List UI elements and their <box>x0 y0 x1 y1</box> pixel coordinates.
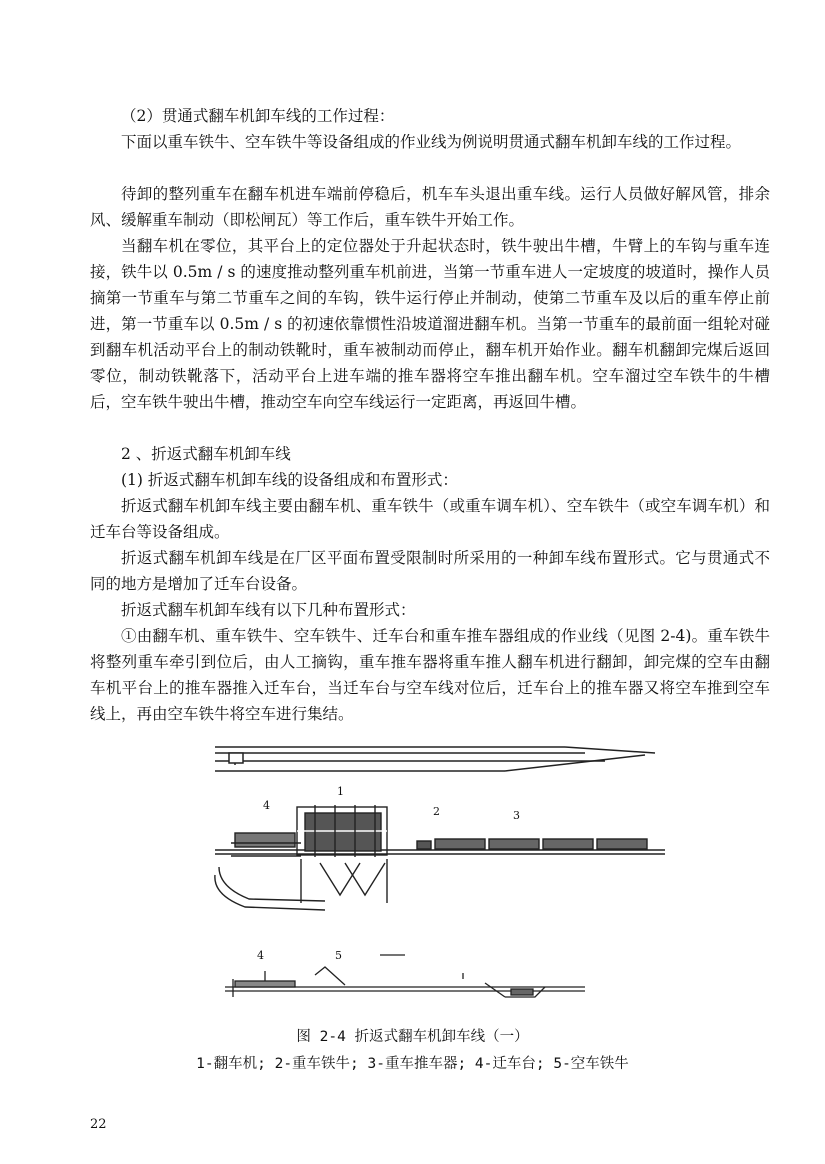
railway-diagram <box>205 735 665 1015</box>
paragraph-operation: 当翻车机在零位，其平台上的定位器处于升起状态时，铁牛驶出牛槽，牛臂上的车钩与重车连接，铁牛以 0.5m / s 的速度推动整列重车机前进，当第一节重车进人一定坡度的坡道时，操作人员摘第一节重车与第二节重车之间的车钩，铁牛运行停止并制动，使第二节重车及以后的重车停止前进，第一节重车以 0.5m / s 的初速依靠惯性沿坡道溜进翻车机。当第一节重车的最前面一组轮对碰到翻车机活动平台上的制动铁靴时，重车被制动而停止，翻车机开始作业。翻车机翻卸完煤后返回零位，制动铁靴落下，活动平台上进车端的推车器将空车推出翻车机。空车溜过空车铁牛的牛槽后，空车铁牛驶出牛槽，推动空车向空车线运行一定距离，再返回牛槽。 <box>90 237 770 411</box>
figure-label-5: 5 <box>335 949 342 962</box>
heading-work-process: （2）贯通式翻车机卸车线的工作过程： <box>121 107 395 125</box>
paragraph-form-one: ①由翻车机、重车铁牛、空车铁牛、迁车台和重车推车器组成的作业线（见图 2-4)。重车铁牛将整列重车牵引到位后，由人工摘钩，重车推车器将重车推人翻车机进行翻卸，卸完煤的空车由翻车机平台上的推车器推入迁车台，当迁车台与空车线对位后，迁车台上的推车器又将空车推到空车线上，再由空车铁牛将空车进行集结。 <box>90 627 770 723</box>
figure-label-3: 3 <box>513 809 520 822</box>
station-plan-middle <box>215 805 665 910</box>
figure-caption-title: 图 2-4 折返式翻车机卸车线（一） <box>296 1029 529 1045</box>
paragraph-intro: 下面以重车铁牛、空车铁牛等设备组成的作业线为例说明贯通式翻车机卸车线的工作过程。 <box>121 133 742 151</box>
figure-caption-legend: 1-翻车机; 2-重车铁牛; 3-重车推车器; 4-迁车台; 5-空车铁牛 <box>196 1056 629 1072</box>
section-heading-return-type: 2 、折返式翻车机卸车线 <box>121 445 291 463</box>
figure-label-4-bottom: 4 <box>257 949 264 962</box>
paragraph-equipment: 折返式翻车机卸车线主要由翻车机、重车铁牛（或重车调车机）、空车铁牛（或空车调车机）和迁车台等设备组成。 <box>90 497 770 541</box>
track-plan-top <box>215 747 655 771</box>
paragraph-layout-forms: 折返式翻车机卸车线有以下几种布置形式： <box>121 601 416 619</box>
paragraph-difference: 折返式翻车机卸车线是在厂区平面布置受限制时所采用的一种卸车线布置形式。它与贯通式不同的地方是增加了迁车台设备。 <box>90 549 770 593</box>
figure-label-4-top: 4 <box>263 799 270 812</box>
subheading-equipment-layout: (1) 折返式翻车机卸车线的设备组成和布置形式： <box>121 471 458 489</box>
page-number: 22 <box>90 1117 107 1132</box>
paragraph-preparation: 待卸的整列重车在翻车机进车端前停稳后，机车车头退出重车线。运行人员做好解风管，排余风、缓解重车制动（即松闸瓦）等工作后，重车铁牛开始工作。 <box>90 185 770 229</box>
station-profile-bottom <box>225 955 585 997</box>
figure-label-1: 1 <box>337 785 344 798</box>
figure-label-2: 2 <box>433 805 440 818</box>
